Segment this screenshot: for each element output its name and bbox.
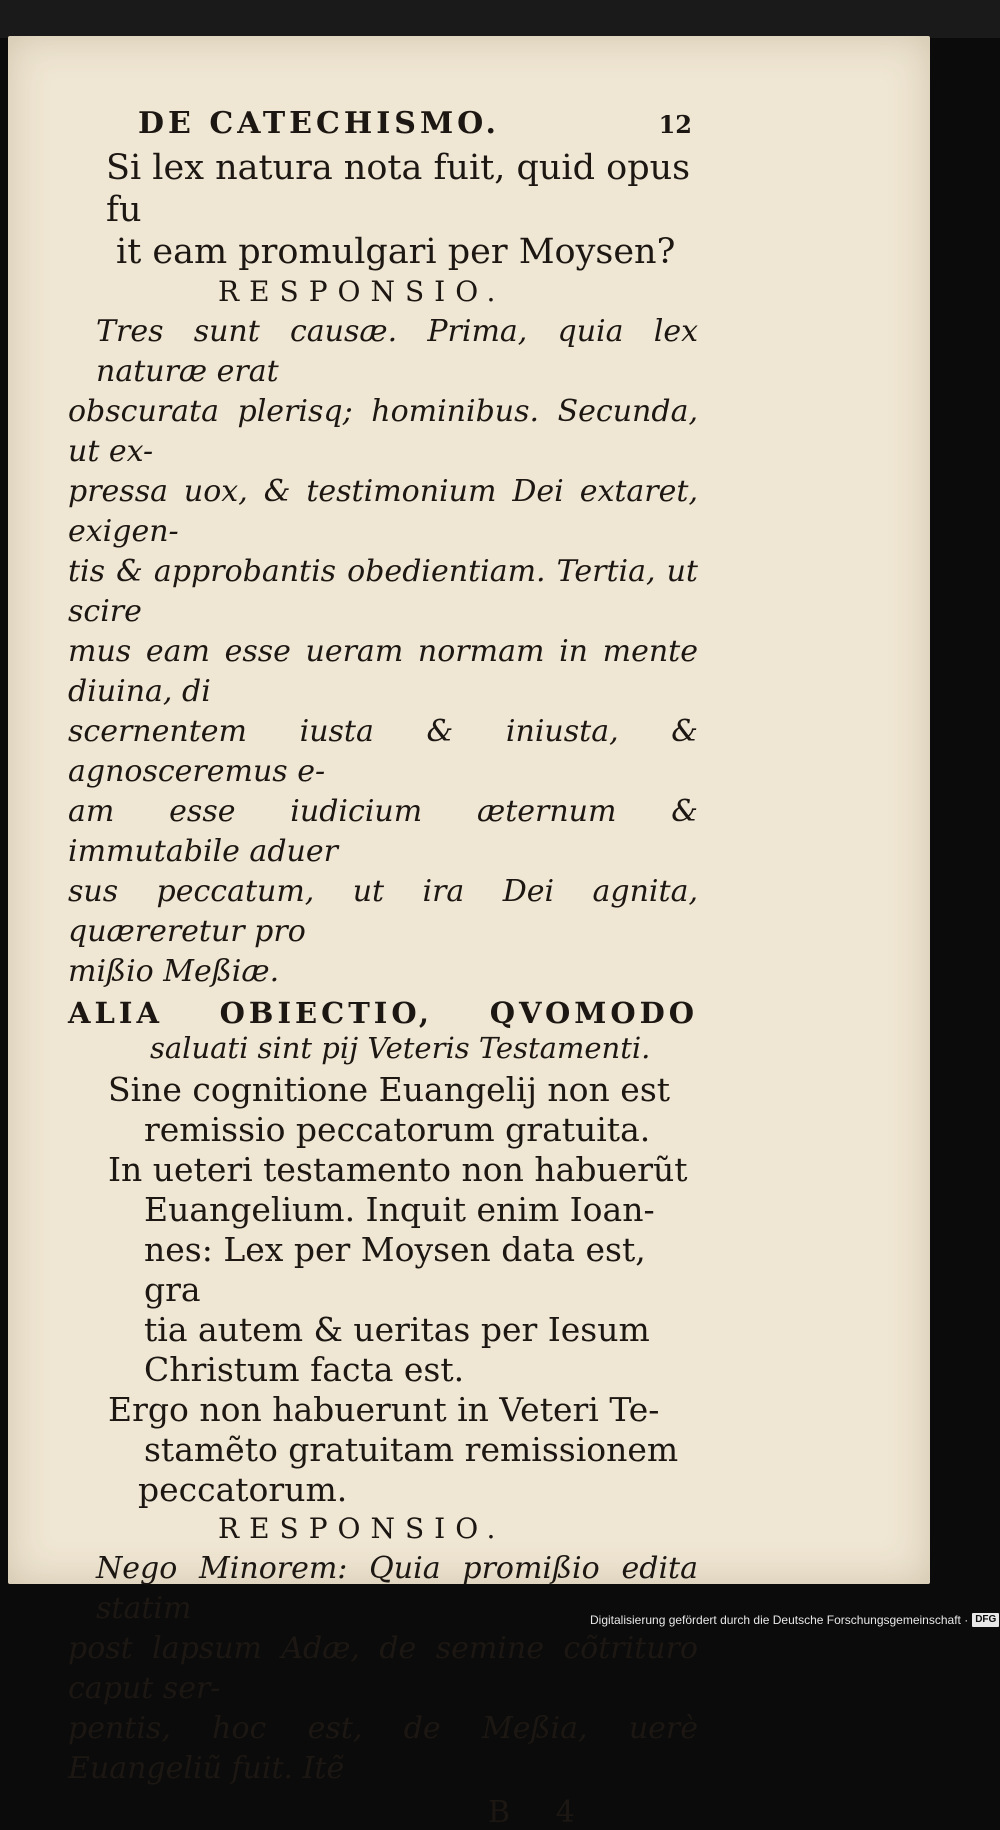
- response-line: pentis, hoc est, de Meßia, uerè Euangeliũ fuit. Itẽ: [68, 1711, 698, 1786]
- folio-number: 12: [658, 110, 692, 139]
- objection-heading: ALIA OBIECTIO, QVOMODO: [68, 996, 698, 1030]
- response-line: tis & approbantis obedientiam. Tertia, ut scire: [68, 554, 698, 629]
- argument-line: remissio peccatorum gratuita.: [144, 1110, 651, 1149]
- argument-line: In ueteri testamento non habuerũt: [108, 1150, 688, 1189]
- argument-line: Ergo non habuerunt in Veteri Te-: [108, 1390, 660, 1429]
- response-line: Nego Minorem: Quia promißio edita statim: [96, 1551, 698, 1626]
- responsio-heading: RESPONSIO.: [218, 1512, 506, 1545]
- response-line: post lapsum Adæ, de semine cõtrituro caput ser-: [68, 1631, 698, 1706]
- responsio-heading: RESPONSIO.: [218, 275, 506, 308]
- running-header: [68, 106, 698, 141]
- signature-mark: B 4: [488, 1795, 593, 1830]
- response-line: scernentem iusta & iniusta, & agnosceremus e-: [68, 714, 698, 789]
- argument-line: tia autem & ueritas per Iesum: [144, 1310, 650, 1349]
- digitization-credit: [590, 1611, 999, 1629]
- argument-line: Euangelium. Inquit enim Ioan-: [144, 1190, 655, 1229]
- argument-line: Christum facta est.: [144, 1350, 465, 1389]
- top-border: [0, 0, 1000, 38]
- argument-line: Sine cognitione Euangelij non est: [108, 1070, 671, 1109]
- running-title: DE CATECHISMO.: [138, 106, 500, 141]
- response-line: mißio Meßiæ.: [68, 954, 280, 989]
- response-line: pressa uox, & testimonium Dei extaret, exigen-: [68, 474, 698, 549]
- page-text-block: [68, 106, 698, 1830]
- argument-line: stamẽto gratuitam remissionem: [144, 1430, 679, 1469]
- response-line: Tres sunt causæ. Prima, quia lex naturæ erat: [96, 314, 698, 389]
- question-line: it eam promulgari per Moysen?: [116, 232, 676, 272]
- dfg-logo-icon: DFG: [972, 1613, 999, 1627]
- objection-subheading: saluati sint pij Veteris Testamenti.: [150, 1031, 651, 1065]
- question-line: Si lex natura nota fuit, quid opus fu: [106, 148, 691, 230]
- argument-line: nes: Lex per Moysen data est, gra: [144, 1230, 646, 1309]
- response-line: sus peccatum, ut ira Dei agnita, quæreretur pro: [68, 874, 698, 949]
- credit-text: Digitalisierung gefördert durch die Deutsche Forschungsgemeinschaft ·: [590, 1613, 969, 1627]
- response-line: am esse iudicium æternum & immutabile aduer: [68, 794, 698, 869]
- response-line: mus eam esse ueram normam in mente diuina, di: [68, 634, 698, 709]
- response-line: obscurata plerisq; hominibus. Secunda, ut ex-: [68, 394, 698, 469]
- argument-line: peccatorum.: [138, 1470, 348, 1509]
